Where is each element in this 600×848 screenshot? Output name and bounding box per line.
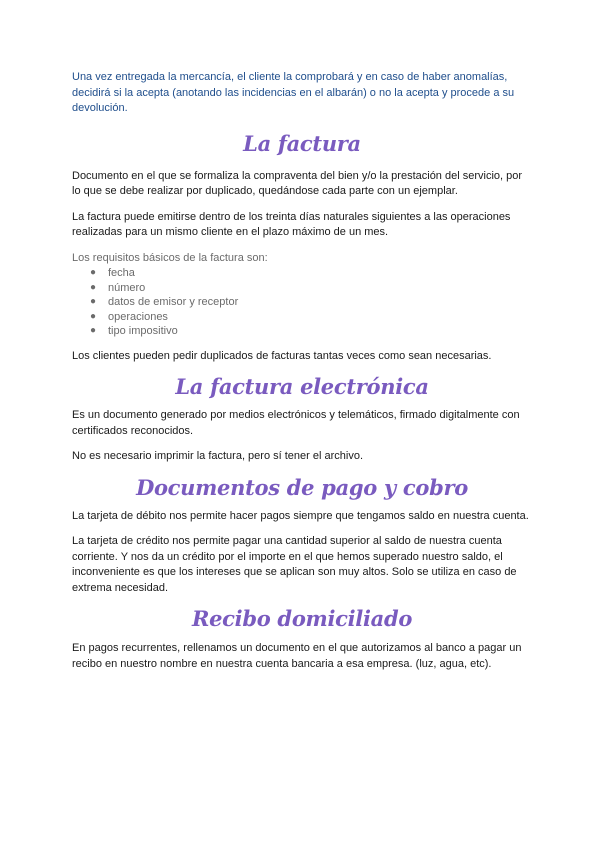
recibo-paragraph-1: En pagos recurrentes, rellenamos un documento en el que autorizamos al banco a pagar un recibo en nuestro nombre en nuestra cuenta bancaria a esa empresa. (luz, agua, etc). bbox=[72, 642, 522, 670]
list-item bbox=[72, 324, 532, 339]
document-body bbox=[72, 70, 532, 682]
factura-paragraph-1: Documento en el que se formaliza la compraventa del bien y/o la prestación del servicio, por lo que se debe realizar por duplicado, quedándose cada parte con un ejemplar. bbox=[72, 169, 523, 197]
requisitos-title: Los requisitos básicos de la factura son: bbox=[72, 251, 268, 264]
bullet-icon: ● bbox=[90, 267, 97, 278]
list-item-label: fecha bbox=[108, 267, 135, 279]
heading-la-factura-electronica: La factura electrónica bbox=[175, 374, 429, 399]
factura-paragraph-2: La factura puede emitirse dentro de los treinta días naturales siguientes a las operaciones realizadas para un mismo cliente en el plazo máximo de un mes. bbox=[72, 210, 511, 238]
heading-la-factura: La factura bbox=[243, 130, 361, 156]
bullet-icon: ● bbox=[90, 296, 97, 307]
factura-paragraph-3: Los clientes pueden pedir duplicados de facturas tantas veces como sean necesarias. bbox=[72, 349, 492, 362]
heading-documentos-de-pago-y-cobro: Documentos de pago y cobro bbox=[136, 474, 468, 500]
bullet-icon: ● bbox=[90, 310, 97, 322]
pago-paragraph-2: La tarjeta de crédito nos permite pagar una cantidad superior al saldo de nuestra cuenta corriente. Y nos da un crédito por el importe en el que hemos superado nuestro saldo, el inconveniente es que los intereses que se aplican son muy altos. Solo se utiliza en caso de extrema necesidad. bbox=[72, 535, 517, 594]
list-item bbox=[72, 295, 532, 310]
list-item-label: número bbox=[108, 281, 146, 294]
list-item bbox=[72, 266, 532, 281]
electronica-paragraph-1: Es un documento generado por medios electrónicos y telemáticos, firmado digitalmente con certificados reconocidos. bbox=[72, 409, 520, 437]
electronica-paragraph-2: No es necesario imprimir la factura, pero sí tener el archivo. bbox=[72, 450, 364, 462]
list-item-label: operaciones bbox=[108, 310, 168, 323]
heading-recibo-domiciliado: Recibo domiciliado bbox=[191, 606, 413, 631]
bullet-icon: ● bbox=[90, 325, 97, 336]
list-item-label: tipo impositivo bbox=[108, 325, 178, 337]
intro-paragraph: Una vez entregada la mercancía, el cliente la comprobará y en caso de haber anomalías, decidirá si la acepta (anotando las incidencias en el albarán) o no la acepta y procede a su devolución. bbox=[72, 71, 515, 114]
list-item bbox=[72, 310, 532, 325]
pago-paragraph-1: La tarjeta de débito nos permite hacer pagos siempre que tengamos saldo en nuestra cuenta. bbox=[72, 509, 529, 522]
bullet-icon: ● bbox=[90, 281, 97, 293]
list-item-label: datos de emisor y receptor bbox=[108, 296, 239, 308]
list-item bbox=[72, 281, 532, 296]
requisitos-list bbox=[72, 266, 532, 339]
